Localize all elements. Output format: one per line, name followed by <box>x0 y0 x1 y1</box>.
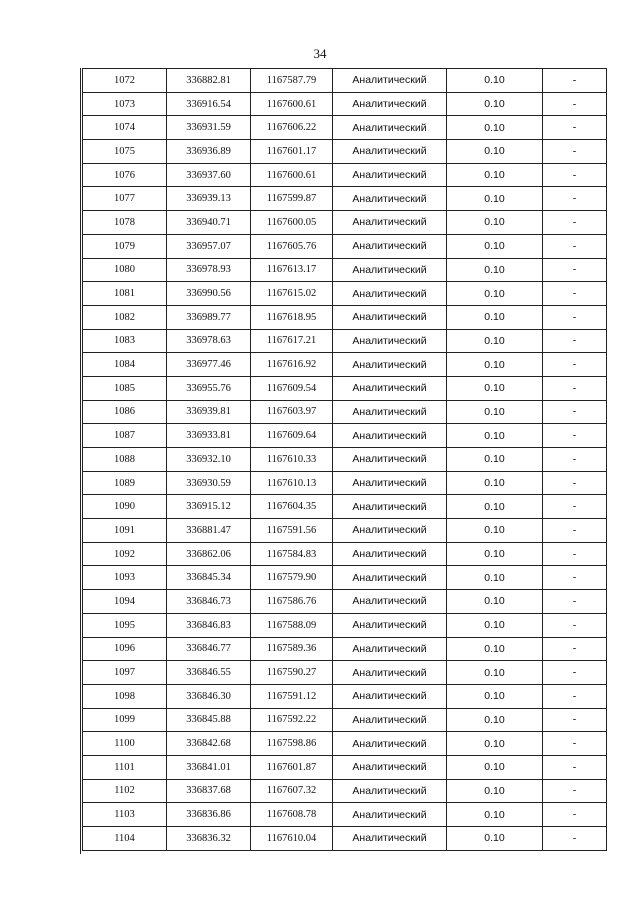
point-number-cell: 1095 <box>83 613 167 637</box>
accuracy-cell: 0.10 <box>447 187 543 211</box>
table-row <box>83 305 607 329</box>
page-number: 34 <box>313 46 327 61</box>
table-row <box>83 211 607 235</box>
x-coordinate-cell: 336957.07 <box>167 234 251 258</box>
method-cell: Аналитический <box>333 803 447 827</box>
y-coordinate-cell: 1167604.35 <box>251 495 333 519</box>
note-cell: - <box>543 779 607 803</box>
accuracy-cell: 0.10 <box>447 519 543 543</box>
y-coordinate-cell: 1167591.56 <box>251 519 333 543</box>
accuracy-cell: 0.10 <box>447 566 543 590</box>
table-row <box>83 329 607 353</box>
x-coordinate-cell: 336845.34 <box>167 566 251 590</box>
y-coordinate-cell: 1167608.78 <box>251 803 333 827</box>
y-coordinate-cell: 1167601.17 <box>251 140 333 164</box>
point-number-cell: 1096 <box>83 637 167 661</box>
note-cell: - <box>543 353 607 377</box>
point-number-cell: 1102 <box>83 779 167 803</box>
point-number-cell: 1103 <box>83 803 167 827</box>
note-cell: - <box>543 448 607 472</box>
method-cell: Аналитический <box>333 400 447 424</box>
method-cell: Аналитический <box>333 755 447 779</box>
x-coordinate-cell: 336933.81 <box>167 424 251 448</box>
y-coordinate-cell: 1167599.87 <box>251 187 333 211</box>
point-number-cell: 1090 <box>83 495 167 519</box>
table-row <box>83 116 607 140</box>
x-coordinate-cell: 336836.86 <box>167 803 251 827</box>
point-number-cell: 1094 <box>83 590 167 614</box>
note-cell: - <box>543 495 607 519</box>
point-number-cell: 1091 <box>83 519 167 543</box>
note-cell: - <box>543 542 607 566</box>
table-row <box>83 732 607 756</box>
x-coordinate-cell: 336936.89 <box>167 140 251 164</box>
note-cell: - <box>543 234 607 258</box>
x-coordinate-cell: 336882.81 <box>167 69 251 93</box>
accuracy-cell: 0.10 <box>447 495 543 519</box>
accuracy-cell: 0.10 <box>447 684 543 708</box>
method-cell: Аналитический <box>333 519 447 543</box>
accuracy-cell: 0.10 <box>447 424 543 448</box>
method-cell: Аналитический <box>333 69 447 93</box>
point-number-cell: 1079 <box>83 234 167 258</box>
x-coordinate-cell: 336915.12 <box>167 495 251 519</box>
method-cell: Аналитический <box>333 661 447 685</box>
accuracy-cell: 0.10 <box>447 305 543 329</box>
point-number-cell: 1087 <box>83 424 167 448</box>
accuracy-cell: 0.10 <box>447 471 543 495</box>
note-cell: - <box>543 163 607 187</box>
table-row <box>83 803 607 827</box>
accuracy-cell: 0.10 <box>447 613 543 637</box>
point-number-cell: 1092 <box>83 542 167 566</box>
table-row <box>83 684 607 708</box>
note-cell: - <box>543 376 607 400</box>
y-coordinate-cell: 1167617.21 <box>251 329 333 353</box>
x-coordinate-cell: 336846.30 <box>167 684 251 708</box>
note-cell: - <box>543 613 607 637</box>
point-number-cell: 1097 <box>83 661 167 685</box>
table-row <box>83 566 607 590</box>
point-number-cell: 1077 <box>83 187 167 211</box>
table-body <box>83 69 607 851</box>
x-coordinate-cell: 336930.59 <box>167 471 251 495</box>
method-cell: Аналитический <box>333 471 447 495</box>
x-coordinate-cell: 336937.60 <box>167 163 251 187</box>
accuracy-cell: 0.10 <box>447 661 543 685</box>
method-cell: Аналитический <box>333 140 447 164</box>
y-coordinate-cell: 1167601.87 <box>251 755 333 779</box>
table-row <box>83 590 607 614</box>
table-left-border <box>80 68 81 854</box>
point-number-cell: 1080 <box>83 258 167 282</box>
y-coordinate-cell: 1167592.22 <box>251 708 333 732</box>
accuracy-cell: 0.10 <box>447 637 543 661</box>
x-coordinate-cell: 336881.47 <box>167 519 251 543</box>
method-cell: Аналитический <box>333 163 447 187</box>
y-coordinate-cell: 1167600.61 <box>251 92 333 116</box>
accuracy-cell: 0.10 <box>447 211 543 235</box>
method-cell: Аналитический <box>333 353 447 377</box>
point-number-cell: 1086 <box>83 400 167 424</box>
point-number-cell: 1084 <box>83 353 167 377</box>
x-coordinate-cell: 336931.59 <box>167 116 251 140</box>
y-coordinate-cell: 1167598.86 <box>251 732 333 756</box>
accuracy-cell: 0.10 <box>447 282 543 306</box>
accuracy-cell: 0.10 <box>447 329 543 353</box>
y-coordinate-cell: 1167587.79 <box>251 69 333 93</box>
note-cell: - <box>543 708 607 732</box>
accuracy-cell: 0.10 <box>447 542 543 566</box>
table-row <box>83 400 607 424</box>
table-row <box>83 708 607 732</box>
note-cell: - <box>543 258 607 282</box>
point-number-cell: 1076 <box>83 163 167 187</box>
point-number-cell: 1099 <box>83 708 167 732</box>
accuracy-cell: 0.10 <box>447 92 543 116</box>
table-row <box>83 258 607 282</box>
note-cell: - <box>543 590 607 614</box>
note-cell: - <box>543 827 607 851</box>
x-coordinate-cell: 336841.01 <box>167 755 251 779</box>
note-cell: - <box>543 566 607 590</box>
y-coordinate-cell: 1167600.61 <box>251 163 333 187</box>
method-cell: Аналитический <box>333 613 447 637</box>
y-coordinate-cell: 1167613.17 <box>251 258 333 282</box>
y-coordinate-cell: 1167618.95 <box>251 305 333 329</box>
point-number-cell: 1089 <box>83 471 167 495</box>
note-cell: - <box>543 732 607 756</box>
accuracy-cell: 0.10 <box>447 590 543 614</box>
accuracy-cell: 0.10 <box>447 732 543 756</box>
method-cell: Аналитический <box>333 684 447 708</box>
y-coordinate-cell: 1167609.64 <box>251 424 333 448</box>
method-cell: Аналитический <box>333 376 447 400</box>
note-cell: - <box>543 661 607 685</box>
point-number-cell: 1088 <box>83 448 167 472</box>
point-number-cell: 1100 <box>83 732 167 756</box>
accuracy-cell: 0.10 <box>447 353 543 377</box>
method-cell: Аналитический <box>333 637 447 661</box>
accuracy-cell: 0.10 <box>447 163 543 187</box>
x-coordinate-cell: 336837.68 <box>167 779 251 803</box>
table-row <box>83 424 607 448</box>
point-number-cell: 1081 <box>83 282 167 306</box>
table-row <box>83 92 607 116</box>
accuracy-cell: 0.10 <box>447 376 543 400</box>
table-row <box>83 376 607 400</box>
y-coordinate-cell: 1167590.27 <box>251 661 333 685</box>
note-cell: - <box>543 305 607 329</box>
accuracy-cell: 0.10 <box>447 116 543 140</box>
x-coordinate-cell: 336846.83 <box>167 613 251 637</box>
accuracy-cell: 0.10 <box>447 258 543 282</box>
note-cell: - <box>543 187 607 211</box>
method-cell: Аналитический <box>333 187 447 211</box>
point-number-cell: 1078 <box>83 211 167 235</box>
table-row <box>83 755 607 779</box>
method-cell: Аналитический <box>333 329 447 353</box>
y-coordinate-cell: 1167589.36 <box>251 637 333 661</box>
x-coordinate-cell: 336978.63 <box>167 329 251 353</box>
table-row <box>83 519 607 543</box>
point-number-cell: 1083 <box>83 329 167 353</box>
x-coordinate-cell: 336939.81 <box>167 400 251 424</box>
table-row <box>83 234 607 258</box>
table-row <box>83 163 607 187</box>
x-coordinate-cell: 336978.93 <box>167 258 251 282</box>
accuracy-cell: 0.10 <box>447 400 543 424</box>
y-coordinate-cell: 1167616.92 <box>251 353 333 377</box>
method-cell: Аналитический <box>333 211 447 235</box>
method-cell: Аналитический <box>333 305 447 329</box>
table-row <box>83 779 607 803</box>
x-coordinate-cell: 336939.13 <box>167 187 251 211</box>
x-coordinate-cell: 336846.73 <box>167 590 251 614</box>
table-row <box>83 353 607 377</box>
point-number-cell: 1072 <box>83 69 167 93</box>
coordinates-table <box>82 68 607 851</box>
y-coordinate-cell: 1167591.12 <box>251 684 333 708</box>
note-cell: - <box>543 92 607 116</box>
y-coordinate-cell: 1167586.76 <box>251 590 333 614</box>
note-cell: - <box>543 329 607 353</box>
x-coordinate-cell: 336990.56 <box>167 282 251 306</box>
point-number-cell: 1101 <box>83 755 167 779</box>
table-row <box>83 471 607 495</box>
method-cell: Аналитический <box>333 282 447 306</box>
note-cell: - <box>543 471 607 495</box>
method-cell: Аналитический <box>333 732 447 756</box>
method-cell: Аналитический <box>333 92 447 116</box>
method-cell: Аналитический <box>333 542 447 566</box>
table-row <box>83 187 607 211</box>
accuracy-cell: 0.10 <box>447 234 543 258</box>
note-cell: - <box>543 116 607 140</box>
table-row <box>83 637 607 661</box>
accuracy-cell: 0.10 <box>447 803 543 827</box>
method-cell: Аналитический <box>333 424 447 448</box>
method-cell: Аналитический <box>333 495 447 519</box>
y-coordinate-cell: 1167588.09 <box>251 613 333 637</box>
y-coordinate-cell: 1167610.33 <box>251 448 333 472</box>
note-cell: - <box>543 684 607 708</box>
point-number-cell: 1075 <box>83 140 167 164</box>
method-cell: Аналитический <box>333 116 447 140</box>
table-row <box>83 69 607 93</box>
accuracy-cell: 0.10 <box>447 755 543 779</box>
x-coordinate-cell: 336932.10 <box>167 448 251 472</box>
table-row <box>83 282 607 306</box>
note-cell: - <box>543 69 607 93</box>
method-cell: Аналитический <box>333 827 447 851</box>
accuracy-cell: 0.10 <box>447 448 543 472</box>
y-coordinate-cell: 1167615.02 <box>251 282 333 306</box>
table-row <box>83 542 607 566</box>
x-coordinate-cell: 336846.77 <box>167 637 251 661</box>
x-coordinate-cell: 336862.06 <box>167 542 251 566</box>
method-cell: Аналитический <box>333 258 447 282</box>
note-cell: - <box>543 803 607 827</box>
note-cell: - <box>543 140 607 164</box>
accuracy-cell: 0.10 <box>447 708 543 732</box>
note-cell: - <box>543 211 607 235</box>
table-row <box>83 140 607 164</box>
point-number-cell: 1074 <box>83 116 167 140</box>
table-row <box>83 827 607 851</box>
table-row <box>83 613 607 637</box>
x-coordinate-cell: 336845.88 <box>167 708 251 732</box>
note-cell: - <box>543 400 607 424</box>
note-cell: - <box>543 424 607 448</box>
table-row <box>83 448 607 472</box>
note-cell: - <box>543 282 607 306</box>
point-number-cell: 1085 <box>83 376 167 400</box>
y-coordinate-cell: 1167610.04 <box>251 827 333 851</box>
y-coordinate-cell: 1167579.90 <box>251 566 333 590</box>
y-coordinate-cell: 1167606.22 <box>251 116 333 140</box>
y-coordinate-cell: 1167584.83 <box>251 542 333 566</box>
x-coordinate-cell: 336842.68 <box>167 732 251 756</box>
note-cell: - <box>543 755 607 779</box>
x-coordinate-cell: 336955.76 <box>167 376 251 400</box>
table-row <box>83 495 607 519</box>
point-number-cell: 1093 <box>83 566 167 590</box>
table-row <box>83 661 607 685</box>
x-coordinate-cell: 336916.54 <box>167 92 251 116</box>
y-coordinate-cell: 1167607.32 <box>251 779 333 803</box>
y-coordinate-cell: 1167610.13 <box>251 471 333 495</box>
note-cell: - <box>543 637 607 661</box>
method-cell: Аналитический <box>333 590 447 614</box>
method-cell: Аналитический <box>333 779 447 803</box>
point-number-cell: 1104 <box>83 827 167 851</box>
accuracy-cell: 0.10 <box>447 779 543 803</box>
point-number-cell: 1073 <box>83 92 167 116</box>
y-coordinate-cell: 1167605.76 <box>251 234 333 258</box>
x-coordinate-cell: 336836.32 <box>167 827 251 851</box>
accuracy-cell: 0.10 <box>447 69 543 93</box>
note-cell: - <box>543 519 607 543</box>
method-cell: Аналитический <box>333 708 447 732</box>
x-coordinate-cell: 336989.77 <box>167 305 251 329</box>
x-coordinate-cell: 336846.55 <box>167 661 251 685</box>
point-number-cell: 1098 <box>83 684 167 708</box>
y-coordinate-cell: 1167600.05 <box>251 211 333 235</box>
method-cell: Аналитический <box>333 448 447 472</box>
point-number-cell: 1082 <box>83 305 167 329</box>
y-coordinate-cell: 1167603.97 <box>251 400 333 424</box>
accuracy-cell: 0.10 <box>447 140 543 164</box>
method-cell: Аналитический <box>333 566 447 590</box>
y-coordinate-cell: 1167609.54 <box>251 376 333 400</box>
method-cell: Аналитический <box>333 234 447 258</box>
accuracy-cell: 0.10 <box>447 827 543 851</box>
x-coordinate-cell: 336977.46 <box>167 353 251 377</box>
x-coordinate-cell: 336940.71 <box>167 211 251 235</box>
